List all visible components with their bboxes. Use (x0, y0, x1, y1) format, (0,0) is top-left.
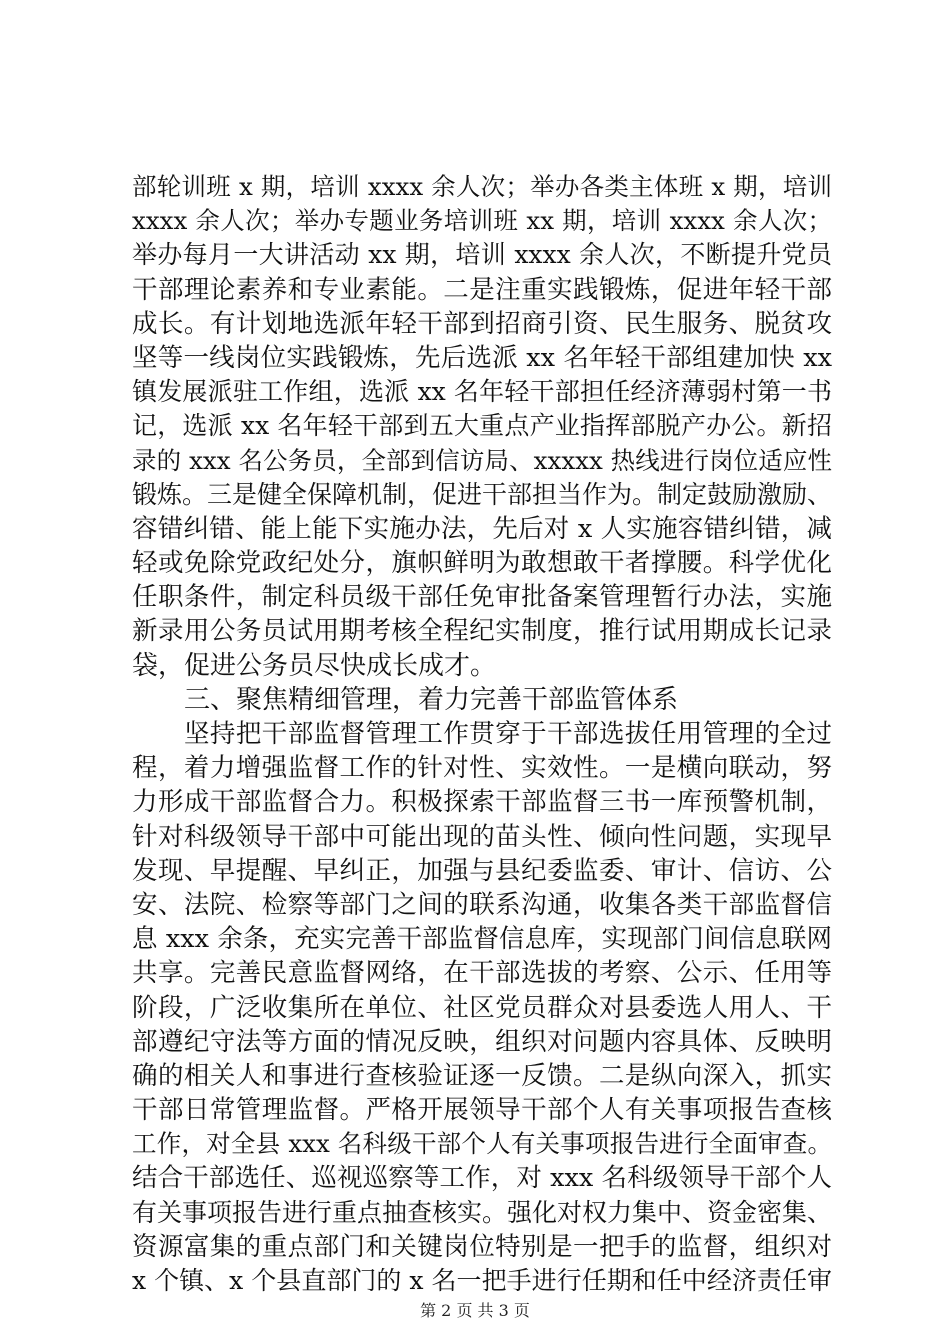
text-line: 结合干部选任、巡视巡察等工作，对 xxx 名科级领导干部个人 (132, 1163, 832, 1194)
text-line: 息 xxx 余条，充实完善干部监督信息库，实现部门间信息联网 (132, 924, 832, 955)
section-heading: 三、聚焦精细管理，着力完善干部监管体系 (184, 684, 679, 715)
text-line: 袋，促进公务员尽快成长成才。 (132, 650, 497, 681)
text-line: 安、法院、检察等部门之间的联系沟通，收集各类干部监督信 (132, 889, 832, 920)
text-line: 镇发展派驻工作组，选派 xx 名年轻干部担任经济薄弱村第一书 (132, 377, 832, 407)
text-line: 确的相关人和事进行查核验证逐一反馈。二是纵向深入，抓实 (132, 1060, 832, 1091)
text-line: 成长。有计划地选派年轻干部到招商引资、民生服务、脱贫攻 (132, 308, 832, 339)
text-line: xxxx 余人次；举办专题业务培训班 xx 期，培训 xxxx 余人次； (132, 206, 832, 236)
text-line: 资源富集的重点部门和关键岗位特别是一把手的监督，组织对 (132, 1231, 832, 1262)
text-line: 锻炼。三是健全保障机制，促进干部担当作为。制定鼓励激励、 (132, 479, 833, 509)
text-line: 录的 xxx 名公务员，全部到信访局、xxxxx 热线进行岗位适应性 (132, 445, 832, 475)
text-line: 干部日常管理监督。严格开展领导干部个人有关事项报告查核 (132, 1095, 832, 1126)
text-line: 任职条件，制定科员级干部任免审批备案管理暂行办法，实施 (132, 582, 832, 613)
text-line: 部遵纪守法等方面的情况反映，组织对问题内容具体、反映明 (132, 1026, 832, 1057)
text-line: 阶段，广泛收集所在单位、社区党员群众对县委选人用人、干 (132, 992, 832, 1023)
text-line: 举办每月一大讲活动 xx 期，培训 xxxx 余人次，不断提升党员 (132, 240, 832, 270)
text-line: 共享。完善民意监督网络，在干部选拔的考察、公示、任用等 (132, 958, 832, 989)
text-line: x 个镇、x 个县直部门的 x 名一把手进行任期和任中经济责任审 (132, 1266, 832, 1295)
text-line: 程，着力增强监督工作的针对性、实效性。一是横向联动，努 (132, 753, 832, 784)
text-line: 干部理论素养和专业素能。二是注重实践锻炼，促进年轻干部 (132, 274, 832, 305)
text-line: 部轮训班 x 期，培训 xxxx 余人次；举办各类主体班 x 期，培训 (132, 172, 832, 201)
text-line: 有关事项报告进行重点抽查核实。强化对权力集中、资金密集、 (132, 1197, 833, 1227)
text-line: 坚等一线岗位实践锻炼，先后选派 xx 名年轻干部组建加快 xx (132, 342, 832, 373)
text-line: 工作，对全县 xxx 名科级干部个人有关事项报告进行全面审查。 (132, 1129, 832, 1159)
text-line: 力形成干部监督合力。积极探索干部监督三书一库预警机制， (132, 787, 832, 818)
text-line: 新录用公务员试用期考核全程纪实制度，推行试用期成长记录 (132, 616, 832, 647)
text-line: 发现、早提醒、早纠正，加强与县纪委监委、审计、信访、公 (132, 855, 832, 886)
text-line: 针对科级领导干部中可能出现的苗头性、倾向性问题，实现早 (132, 821, 832, 852)
paragraph-first-line: 坚持把干部监督管理工作贯穿于干部选拔任用管理的全过 (184, 719, 832, 749)
page-number-footer: 第 2 页 共 3 页 (420, 1301, 530, 1320)
text-line: 记，选派 xx 名年轻干部到五大重点产业指挥部脱产办公。新招 (132, 411, 832, 441)
text-line: 轻或免除党政纪处分，旗帜鲜明为敢想敢干者撑腰。科学优化 (132, 548, 832, 579)
document-body (132, 170, 832, 1298)
text-line: 容错纠错、能上能下实施办法，先后对 x 人实施容错纠错，减 (132, 513, 832, 544)
